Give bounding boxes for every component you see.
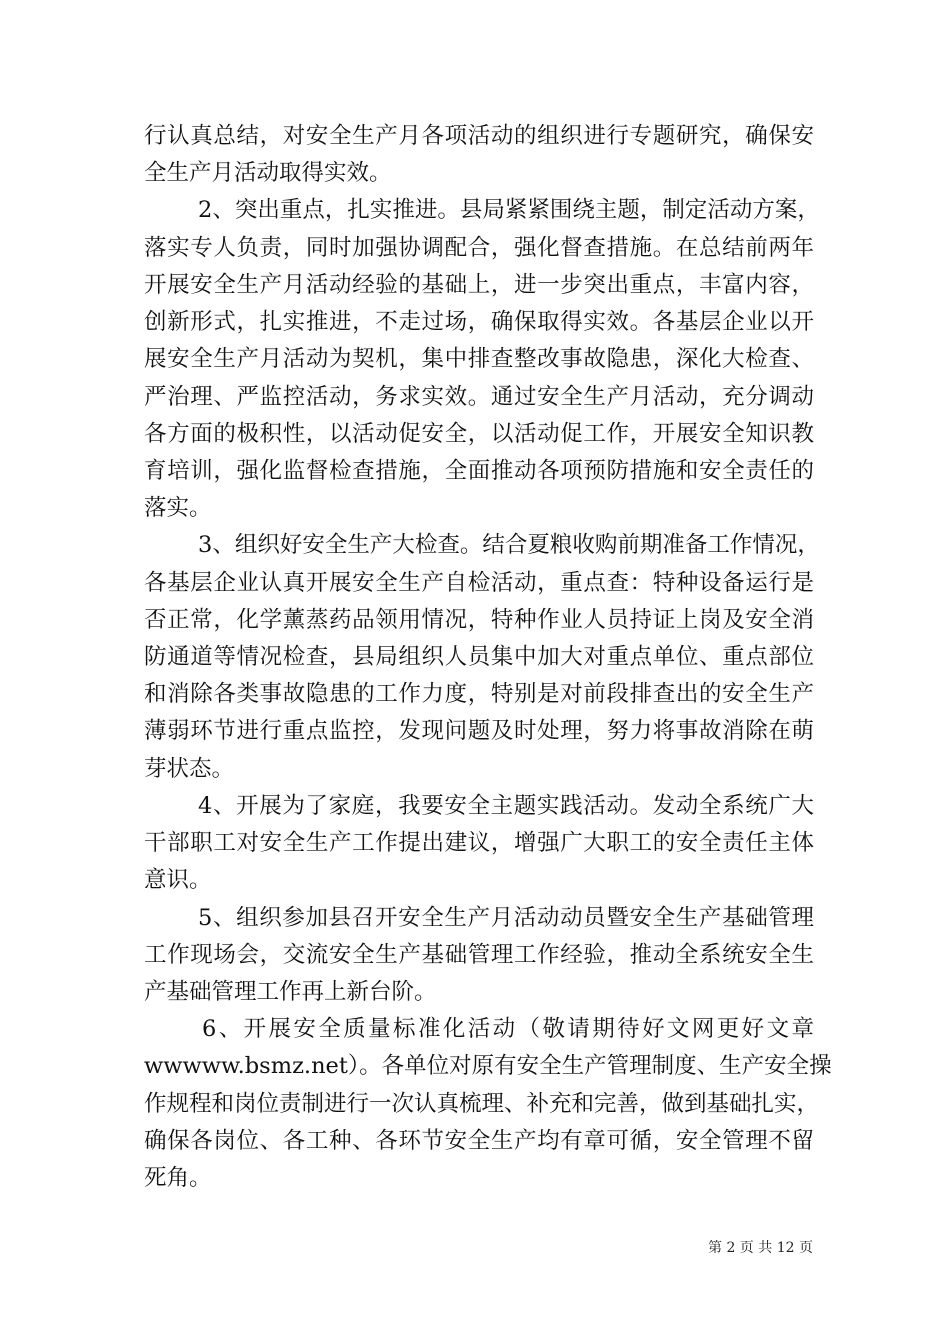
text-line: wwwww.bsmz.net）。各单位对原有安全生产管理制度、生产安全操 — [144, 1053, 832, 1080]
text-line: 确保各岗位、各工种、各环节安全生产均有章可循，安全管理不留 — [144, 1127, 814, 1154]
text-line: 意识。 — [144, 867, 212, 894]
text-line: 芽状态。 — [144, 755, 235, 782]
text-line: 创新形式，扎实推进，不走过场，确保取得实效。各基层企业以开 — [144, 309, 814, 336]
text-line: 育培训，强化监督检查措施，全面推动各项预防措施和安全责任的 — [144, 457, 814, 484]
text-line: 和消除各类事故隐患的工作力度，特别是对前段排查出的安全生产 — [144, 681, 814, 708]
text-line: 行认真总结，对安全生产月各项活动的组织进行专题研究，确保安 — [144, 123, 814, 149]
text-line: 落实专人负责，同时加强协调配合，强化督查措施。在总结前两年 — [144, 234, 814, 261]
text-line: 严治理、严监控活动，务求实效。通过安全生产月活动，充分调动 — [144, 383, 814, 410]
text-line: 产基础管理工作再上新台阶。 — [144, 978, 437, 1005]
text-line: 全生产月活动取得实效。 — [144, 160, 392, 187]
text-line: 死角。 — [144, 1165, 212, 1191]
text-line: 3、组织好安全生产大检查。结合夏粮收购前期准备工作情况， — [198, 532, 820, 559]
text-line: 5、组织参加县召开安全生产月活动动员暨安全生产基础管理 — [198, 904, 814, 931]
text-line: 6、开展安全质量标准化活动（敬请期待好文网更好文章 — [202, 1016, 814, 1043]
text-line: 各方面的极积性，以活动促安全，以活动促工作，开展安全知识教 — [144, 420, 814, 447]
text-line: 工作现场会，交流安全生产基础管理工作经验，推动全系统安全生 — [144, 941, 814, 968]
text-line: 否正常，化学薰蒸药品领用情况，特种作业人员持证上岗及安全消 — [144, 606, 814, 633]
page-number: 第 2 页 共 12 页 — [708, 1240, 813, 1256]
text-line: 各基层企业认真开展安全生产自检活动，重点查：特种设备运行是 — [144, 569, 814, 596]
text-line: 展安全生产月活动为契机，集中排查整改事故隐患，深化大检查、 — [144, 346, 814, 373]
text-line: 薄弱环节进行重点监控，发现问题及时处理，努力将事故消除在萌 — [144, 718, 814, 745]
text-line: 2、突出重点，扎实推进。县局紧紧围绕主题，制定活动方案， — [198, 197, 820, 224]
text-line: 4、开展为了家庭，我要安全主题实践活动。发动全系统广大 — [198, 792, 814, 819]
text-line: 防通道等情况检查，县局组织人员集中加大对重点单位、重点部位 — [144, 644, 814, 670]
text-line: 开展安全生产月活动经验的基础上，进一步突出重点，丰富内容， — [144, 271, 814, 298]
text-line: 作规程和岗位责制进行一次认真梳理、补充和完善，做到基础扎实， — [144, 1090, 820, 1117]
text-line: 干部职工对安全生产工作提出建议，增强广大职工的安全责任主体 — [144, 830, 814, 857]
text-line: 落实。 — [144, 495, 212, 522]
